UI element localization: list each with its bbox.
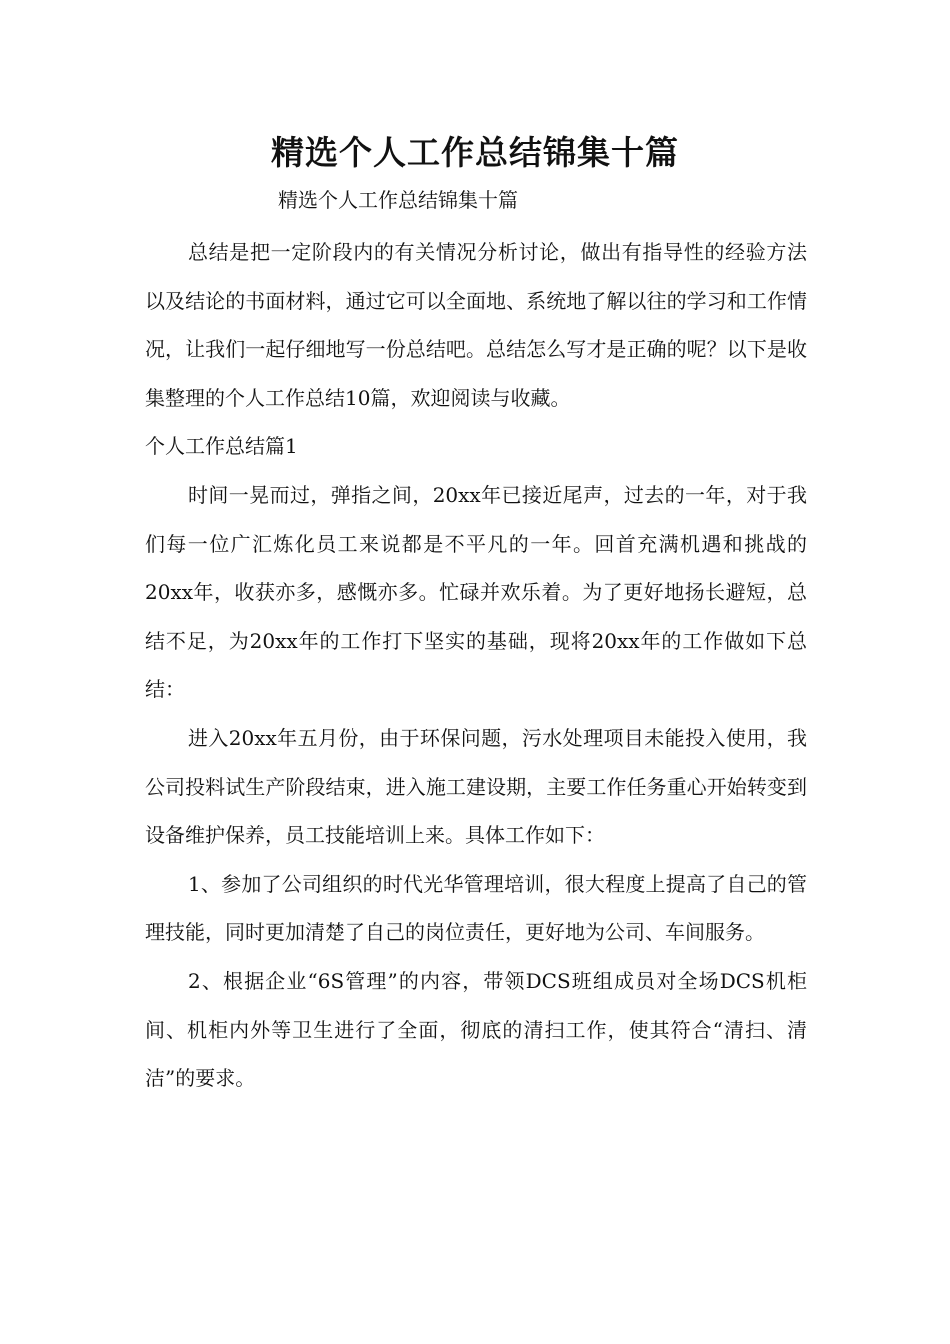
list-item-paragraph: 2、根据企业“6S管理”的内容，带领DCS班组成员对全场DCS机柜间、机柜内外等卫生进行了全面，彻底的清扫工作，使其符合“清扫、清洁”的要求。 (145, 968, 807, 1091)
list-item-paragraph: 1、参加了公司组织的时代光华管理培训，很大程度上提高了自己的管理技能，同时更加清楚了自己的岗位责任，更好地为公司、车间服务。 (145, 871, 807, 945)
document-body (145, 228, 807, 1103)
body-paragraph: 进入20xx年五月份，由于环保问题，污水处理项目未能投入使用，我公司投料试生产阶段结束，进入施工建设期，主要工作任务重心开始转变到设备维护保养，员工技能培训上来。具体工作如下： (145, 725, 807, 848)
document-subtitle: 精选个人工作总结锦集十篇 (278, 188, 518, 212)
body-paragraph: 时间一晃而过，弹指之间，20xx年已接近尾声，过去的一年，对于我们每一位广汇炼化员工来说都是不平凡的一年。回首充满机遇和挑战的20xx年，收获亦多，感慨亦多。忙碌并欢乐着。为了更好地扬长避短，总结不足，为20xx年的工作打下坚实的基础，现将20xx年的工作做如下总结： (145, 482, 807, 702)
document-title: 精选个人工作总结锦集十篇 (271, 133, 679, 172)
section-heading: 个人工作总结篇1 (145, 434, 298, 459)
intro-paragraph: 总结是把一定阶段内的有关情况分析讨论，做出有指导性的经验方法以及结论的书面材料，通过它可以全面地、系统地了解以往的学习和工作情况，让我们一起仔细地写一份总结吧。总结怎么写才是正确的呢？以下是收集整理的个人工作总结10篇，欢迎阅读与收藏。 (145, 240, 807, 410)
